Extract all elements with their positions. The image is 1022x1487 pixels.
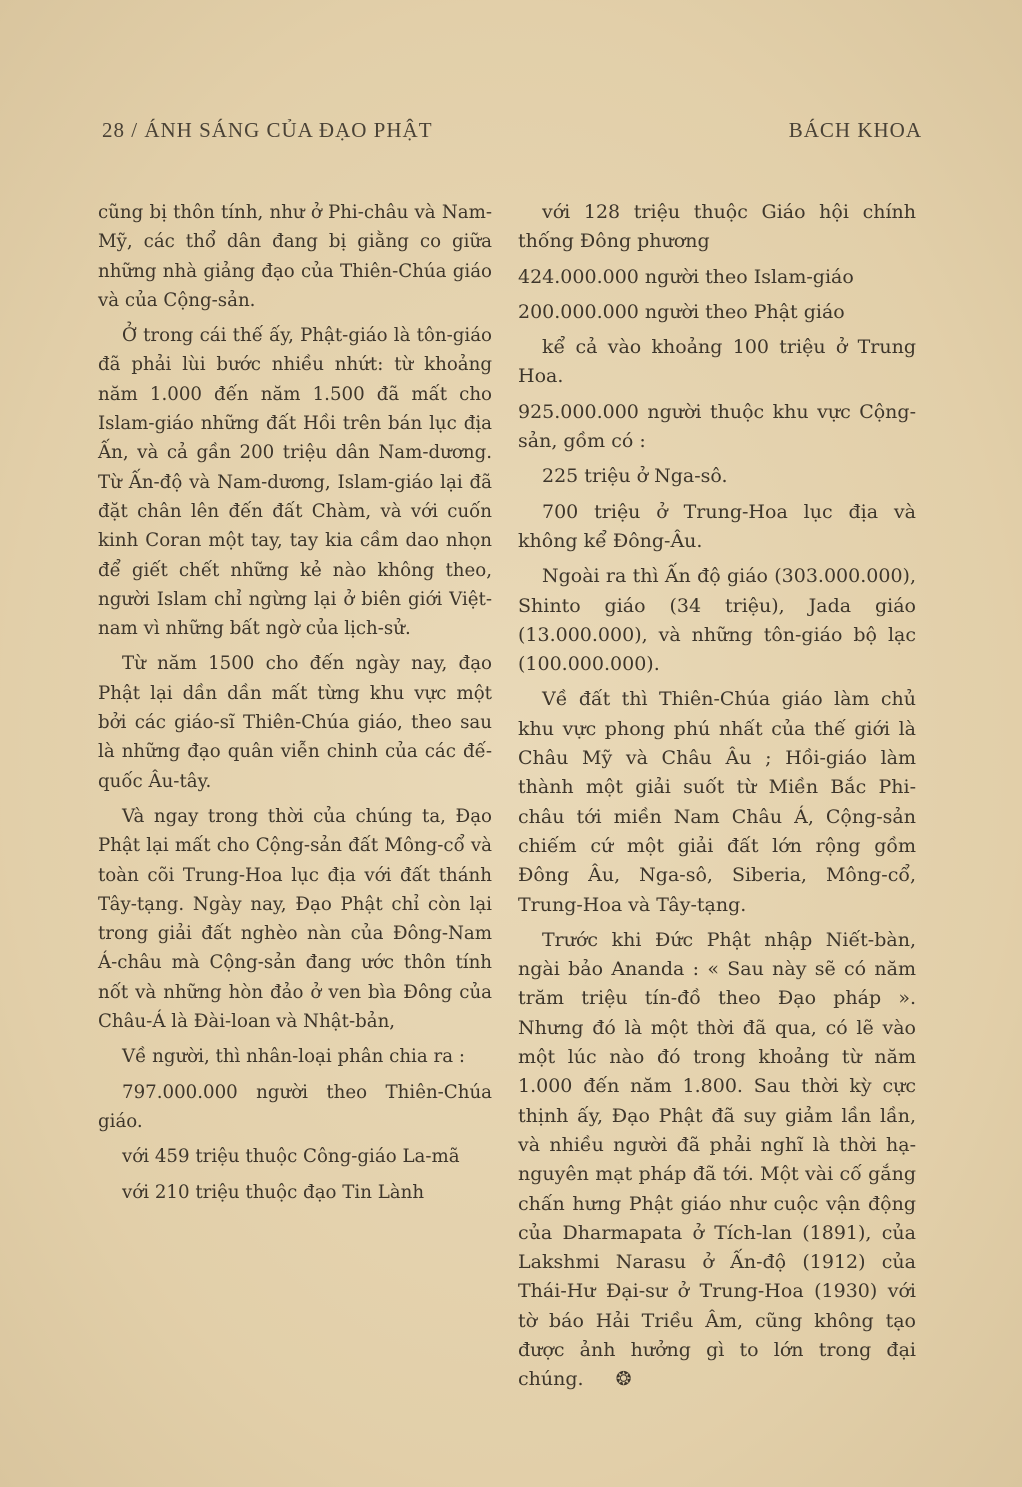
header-left: 28 / ÁNH SÁNG CỦA ĐẠO PHẬT <box>102 118 433 142</box>
paragraph: 925.000.000 người thuộc khu vực Cộng-sản, gồm có : <box>518 400 916 453</box>
left-column <box>98 198 492 1213</box>
paragraph: 424.000.000 người theo Islam-giáo <box>518 265 854 288</box>
paragraph: với 459 triệu thuộc Công-giáo La-mã <box>122 1146 460 1168</box>
paragraph: cũng bị thôn tính, như ở Phi-châu và Nam-Mỹ, các thổ dân đang bị giằng co giữa những nhà giảng đạo của Thiên-Chúa giáo và của Cộng-sản. <box>98 202 492 311</box>
header-right: BÁCH KHOA <box>788 118 922 142</box>
end-of-article-icon: ❂ <box>615 1368 632 1391</box>
paragraph: Và ngay trong thời của chúng ta, Đạo Phật lại mất cho Cộng-sản đất Mông-cổ và toàn cõi Trung-Hoa lục địa với đất thánh Tây-tạng. Ngày nay, Đạo Phật chỉ còn lại trong giải đất nghèo nàn của Đông-Nam Á-châu mà Cộng-sản đang ước thôn tính nốt và những hòn đảo ở ven bìa Đông của Châu-Á là Đài-loan và Nhật-bản, <box>98 805 492 1033</box>
paragraph: 797.000.000 người theo Thiên-Chúa giáo. <box>98 1081 492 1132</box>
paragraph-text: Trước khi Đức Phật nhập Niết-bàn, ngài bảo Ananda : « Sau này sẽ có năm trăm triệu tín-đồ theo Đạo pháp ». Nhưng đó là một thời đã qua, có lẽ vào một lúc nào đó trong khoảng từ năm 1.000 đến năm 1.800. Sau thời kỳ cực thịnh ấy, Đạo Phật đã suy giảm lần lần, và nhiều người đã phải nghĩ là thời hạ-nguyên mạt pháp đã tới. Một vài cố gắng chấn hưng Phật giáo như cuộc vận động của Dharmapata ở Tích-lan (1891), của Lakshmi Narasu ở Ấn-độ (1912) của Thái-Hư Đại-sư ở Trung-Hoa (1930) với tờ báo Hải Triều Âm, cũng không tạo được ảnh hưởng gì to lớn trong đại chúng. <box>518 928 916 1391</box>
paragraph: Từ năm 1500 cho đến ngày nay, đạo Phật lại dần dần mất từng khu vực một bởi các giáo-sĩ Thiên-Chúa giáo, theo sau là những đạo quân viễn chinh của các đế-quốc Âu-tây. <box>98 653 492 792</box>
paragraph: Về đất thì Thiên-Chúa giáo làm chủ khu vực phong phú nhất của thế giới là Châu Mỹ và Châu Âu ; Hồi-giáo làm thành một giải suốt từ Miền Bắc Phi-châu tới miền Nam Châu Á, Cộng-sản chiếm cứ một giải đất lớn rộng gồm Đông Âu, Nga-sô, Siberia, Mông-cổ, Trung-Hoa và Tây-tạng. <box>518 688 916 916</box>
paragraph: Ở trong cái thế ấy, Phật-giáo là tôn-giáo đã phải lùi bước nhiều nhứt: từ khoảng năm 1.000 đến năm 1.500 đã mất cho Islam-giáo những đất Hồi trên bán lục địa Ấn, và cả gần 200 triệu dân Nam-dương. Từ Ấn-độ và Nam-dương, Islam-giáo lại đã đặt chân lên đến đất Chàm, và với cuốn kinh Coran một tay, tay kia cầm dao nhọn để giết chết những kẻ nào không theo, người Islam chỉ ngừng lại ở biên giới Việt-nam vì những bất ngờ của lịch-sử. <box>98 325 492 640</box>
running-header <box>102 118 922 150</box>
paragraph: 225 triệu ở Nga-sô. <box>542 465 728 488</box>
paragraph: Ngoài ra thì Ấn độ giáo (303.000.000), Shinto giáo (34 triệu), Jada giáo (13.000.000), và những tôn-giáo bộ lạc (100.000.000). <box>518 565 916 676</box>
paragraph: với 128 triệu thuộc Giáo hội chính thống Đông phương <box>518 201 916 253</box>
paragraph: Về người, thì nhân-loại phân chia ra : <box>122 1046 465 1068</box>
right-column <box>518 198 916 1401</box>
paragraph: với 210 triệu thuộc đạo Tin Lành <box>122 1181 425 1203</box>
paragraph: 700 triệu ở Trung-Hoa lục địa và không kể Đông-Âu. <box>518 500 916 552</box>
paragraph: kể cả vào khoảng 100 triệu ở Trung Hoa. <box>518 336 916 388</box>
paragraph: 200.000.000 người theo Phật giáo <box>518 300 845 323</box>
paragraph <box>518 926 916 1395</box>
